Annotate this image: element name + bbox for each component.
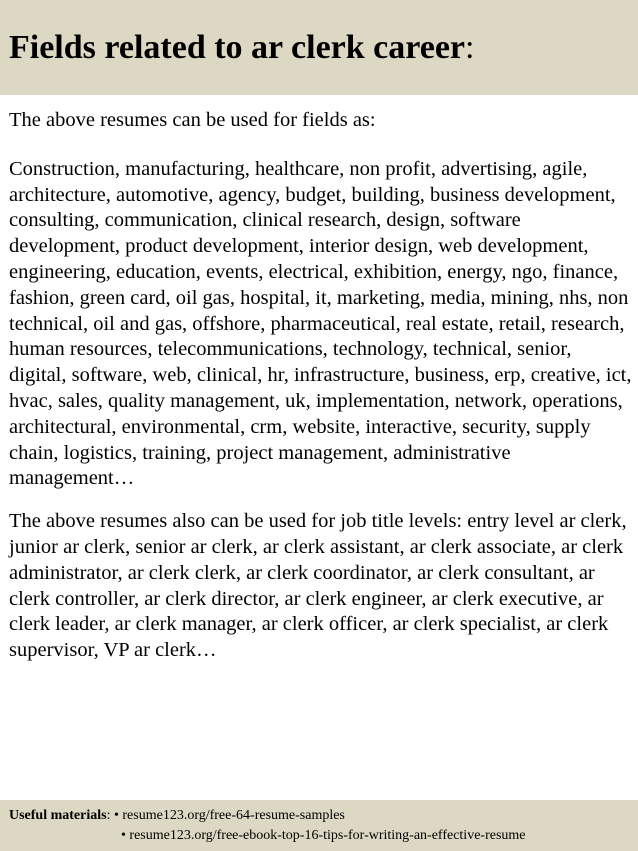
useful-materials-label: Useful materials xyxy=(9,808,107,823)
page-title-colon: : xyxy=(465,29,475,66)
resume-samples-link[interactable]: • resume123.org/free-64-resume-samples xyxy=(113,808,345,823)
intro-paragraph: The above resumes can be used for fields as: xyxy=(9,109,376,131)
header-band xyxy=(0,0,638,95)
job-levels-paragraph: The above resumes also can be used for job title levels: entry level ar clerk, junior ar clerk, senior ar clerk, ar clerk assistant, ar clerk associate, ar clerk administrator, ar clerk clerk, ar clerk coordinator, ar clerk consultant, ar clerk controller, ar clerk director, ar clerk engineer, ar clerk executive, ar clerk leader, ar clerk manager, ar clerk officer, ar clerk specialist, ar clerk supervisor, VP ar clerk… xyxy=(9,510,627,662)
footer-band xyxy=(0,800,638,851)
useful-materials xyxy=(9,806,526,846)
main-content xyxy=(9,108,633,664)
page-title xyxy=(9,28,474,68)
useful-materials-separator: : xyxy=(106,808,114,823)
footer-row xyxy=(9,806,526,826)
footer-row xyxy=(9,826,526,846)
page-title-text: Fields related to ar clerk career xyxy=(9,29,465,66)
ebook-tips-link[interactable]: • resume123.org/free-ebook-top-16-tips-for-writing-an-effective-resume xyxy=(121,828,526,843)
fields-paragraph: Construction, manufacturing, healthcare, non profit, advertising, agile, architecture, automotive, agency, budget, building, business development, consulting, communication, clinical research, design, software development, product development, interior design, web development, engineering, education, events, electrical, exhibition, energy, ngo, finance, fashion, green card, oil gas, hospital, it, marketing, media, mining, nhs, non technical, oil and gas, offshore, pharmaceutical, real estate, retail, research, human resources, telecommunications, technology, technical, senior, digital, software, web, clinical, hr, infrastructure, business, erp, creative, ict, hvac, sales, quality management, uk, implementation, network, operations, architectural, environmental, crm, website, interactive, security, supply chain, logistics, training, project management, administrative management… xyxy=(9,157,632,490)
